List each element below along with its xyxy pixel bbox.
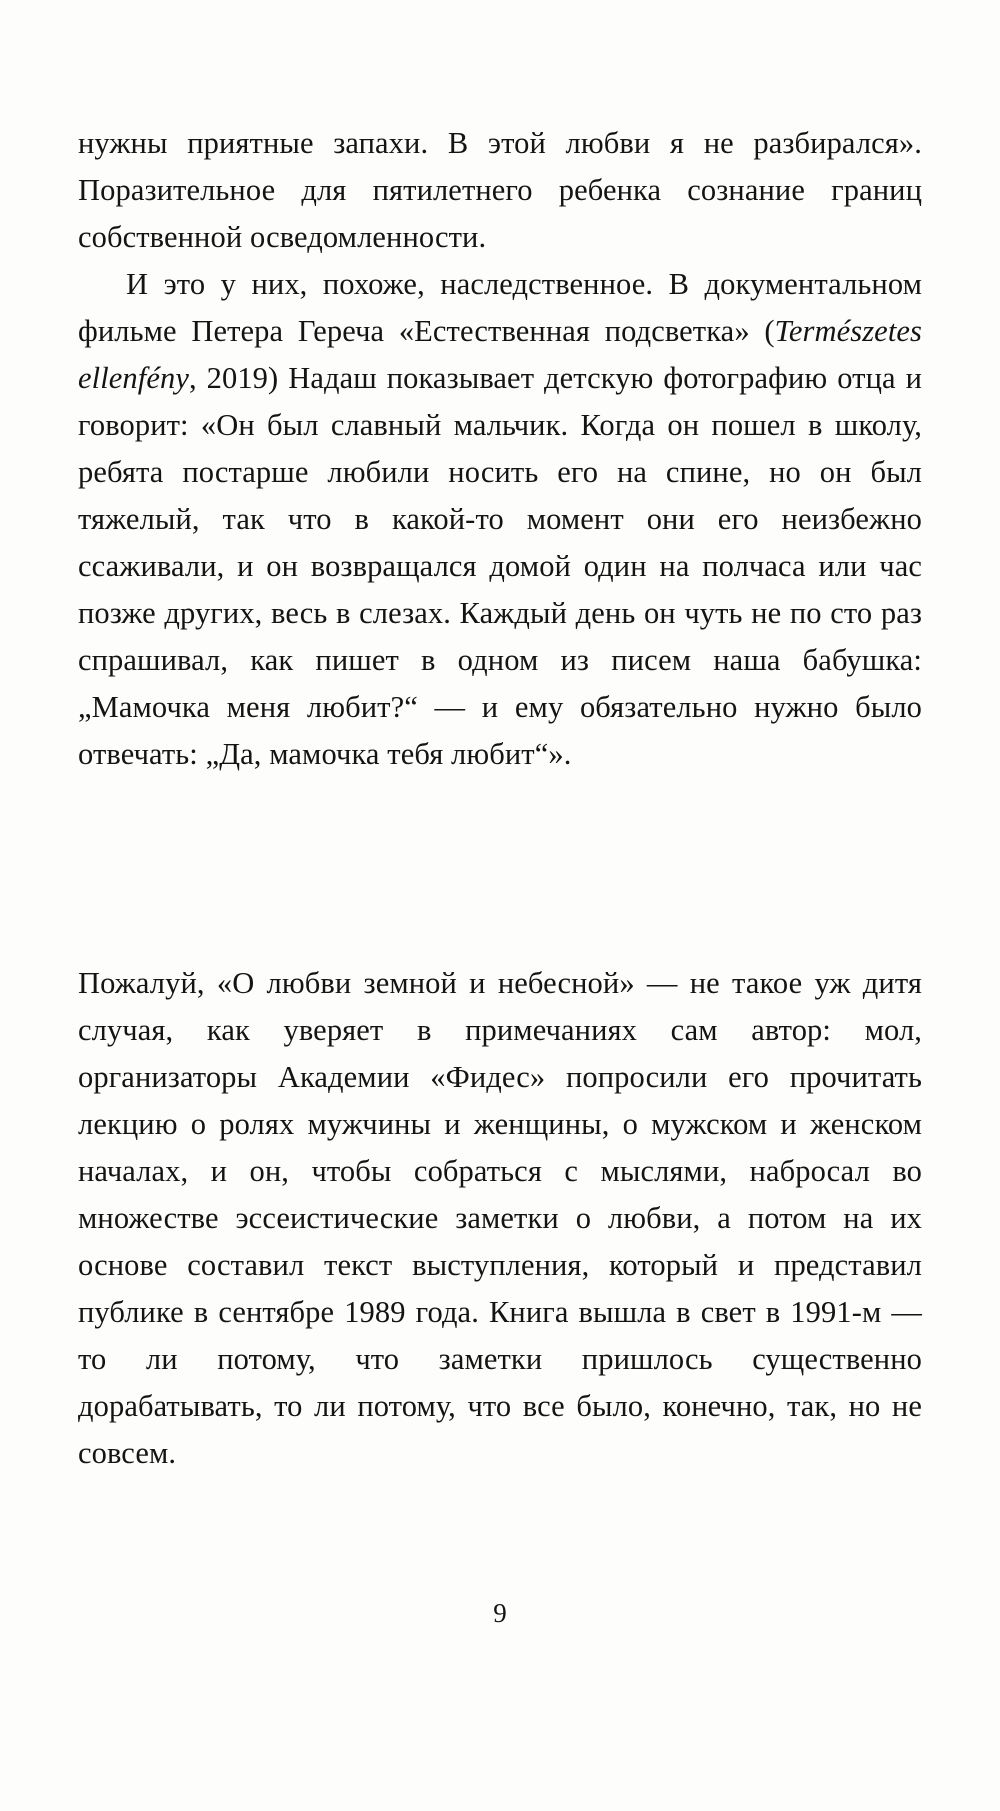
paragraph — [78, 960, 922, 1477]
text-run: нужны приятные запахи. В этой любви я не разбирался». Поразительное для пятилетнего ребенка сознание границ собственной осведомленности. — [78, 126, 922, 254]
page-number: 9 — [493, 1598, 507, 1628]
paragraph — [78, 120, 922, 261]
text-run-italic-title: Természetes ellenfény — [78, 314, 922, 395]
paragraph — [78, 261, 922, 778]
text-run: И это у них, похоже, наследственное. В документальном фильме Петера Гереча «Естественная подсветка» ( — [78, 267, 922, 348]
text-run: Пожалуй, «О любви земной и небесной» — не такое уж дитя случая, как уверяет в примечаниях сам автор: мол, организаторы Академии «Фидес» попросили его прочитать лекцию о ролях мужчины и женщины, о мужском и женском началах, и он, чтобы собраться с мыслями, набросал во множестве эссеистические заметки о любви, а потом на их основе составил текст выступления, который и представил публике в сентябре 1989 года. Книга вышла в свет в 1991-м — то ли потому, что заметки пришлось существенно дорабатывать, то ли потому, что все было, конечно, так, но не совсем. — [78, 966, 922, 1470]
text-block-lower — [78, 960, 922, 1477]
text-block-upper — [78, 120, 922, 778]
text-run: , 2019) Надаш показывает детскую фотографию отца и говорит: «Он был славный мальчик. Когда он пошел в школу, ребята постарше любили носить его на спине, но он был тяжелый, так что в какой-то момент они его неизбежно ссаживали, и он возвращался домой один на полчаса или час позже других, весь в слезах. Каждый день он чуть не по сто раз спрашивал, как пишет в одном из писем наша бабушка: „Мамочка меня любит?“ — и ему обязательно нужно было отвечать: „Да, мамочка тебя любит“». — [78, 361, 922, 771]
